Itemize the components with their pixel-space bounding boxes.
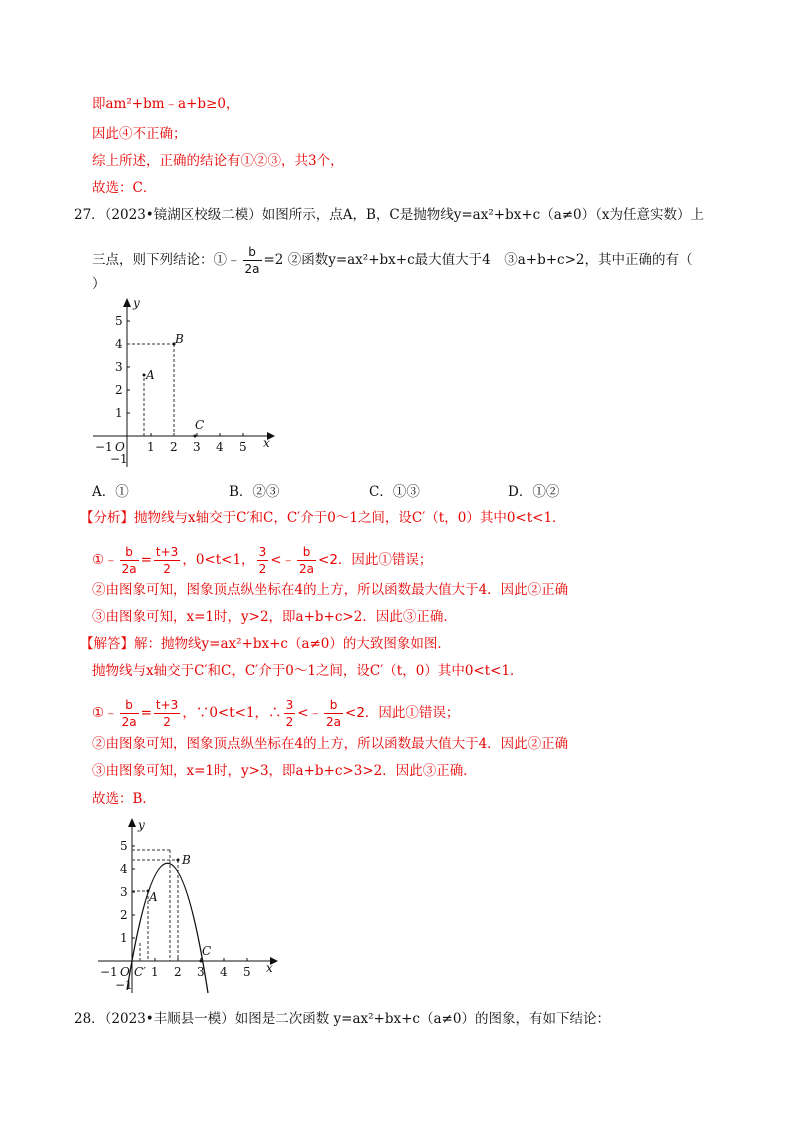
x-tick-label: 3 — [193, 440, 201, 454]
q27-stem-line-1: 27．（2023•镜湖区校级二模）如图所示，点A，B，C是抛物线y=ax²+bx+c（a≠0）（x为任意实数）上 — [74, 207, 705, 223]
x-tick-label: 1 — [147, 440, 155, 454]
point-label-a: A — [146, 368, 155, 382]
q27-graph-1 — [85, 295, 275, 470]
q27-options — [92, 483, 692, 501]
answer-line-5: ③由图象可知，x=1时，y>3，即a+b+c>3>2．因此③正确． — [92, 763, 477, 779]
fraction-b-over-2a — [297, 544, 316, 577]
point-c — [194, 435, 197, 438]
frac-den: 2a — [121, 562, 137, 576]
y-tick-label: −1 — [110, 452, 128, 466]
analysis-2-pre: ①﹣ — [92, 552, 118, 568]
answer-line-1: 【解答】解：抛物线y=ax²+bx+c（a≠0）的大致图象如图． — [80, 636, 451, 652]
y-tick-label: 4 — [120, 862, 128, 876]
fraction-b-over-2a — [120, 697, 139, 730]
answer-3-pre: ①﹣ — [92, 705, 118, 721]
frac-num: b — [125, 545, 133, 559]
x-tick-label: 3 — [197, 965, 205, 979]
prev-line-3: 综上所述，正确的结论有①②③，共3个， — [92, 153, 344, 169]
option-c: C．①③ — [369, 484, 420, 500]
option-b: B．②③ — [229, 484, 280, 500]
q27-graph-2 — [90, 815, 280, 995]
x-axis-label: x — [266, 961, 273, 975]
fraction-t3-over-2 — [154, 544, 180, 577]
fraction-b-over-2a — [243, 244, 262, 277]
fraction-3-over-2 — [284, 697, 296, 730]
frac-num: b — [329, 698, 338, 712]
analysis-2-mid: ，0<t<1， — [182, 552, 255, 568]
y-tick-label: 2 — [120, 908, 128, 922]
option-a: A．① — [92, 484, 129, 500]
fraction-b-over-2a — [120, 544, 139, 577]
point-label-c: C — [195, 418, 205, 432]
point-c — [200, 960, 203, 963]
point-label-b: B — [182, 853, 191, 867]
point-b — [177, 859, 180, 862]
frac-num: b — [125, 698, 133, 712]
frac-den: 2 — [154, 713, 180, 730]
y-axis-label: y — [133, 296, 140, 310]
answer-3-end: ．因此①错误； — [364, 705, 460, 721]
y-tick-label: 1 — [115, 406, 123, 420]
prev-line-4: 故选：C． — [92, 180, 157, 196]
frac-num: b — [302, 545, 311, 559]
analysis-line-3: ②由图象可知，图象顶点纵坐标在4的上方，所以函数最大值大于4．因此②正确 — [92, 582, 569, 598]
x-tick-label: 4 — [216, 440, 224, 454]
y-axis-label: y — [138, 818, 145, 832]
frac-num: t+3 — [155, 545, 179, 559]
x-tick-label: 2 — [174, 965, 182, 979]
frac-den: 2a — [299, 562, 315, 576]
point-label-c: C — [202, 944, 212, 958]
y-tick-label: 3 — [120, 885, 128, 899]
x-tick-label: 1 — [151, 965, 159, 979]
q27-stem2-mid: =2 ②函数y=ax²+bx+c最大值大于4 ③a+b+c>2，其中正确的有（ — [263, 252, 693, 268]
frac-den: 2a — [121, 715, 137, 729]
x-tick-label: 2 — [170, 440, 178, 454]
x-tick-label: −1 — [100, 965, 118, 979]
x-tick-label: O — [120, 965, 130, 979]
y-axis-arrow — [123, 298, 131, 307]
answer-line-4: ②由图象可知，图象顶点纵坐标在4的上方，所以函数最大值大于4．因此②正确 — [92, 736, 569, 752]
frac-num: 3 — [285, 698, 294, 712]
frac-den: 2 — [258, 562, 267, 576]
analysis-2-end: ．因此①错误； — [337, 552, 433, 568]
frac-num: b — [248, 245, 256, 259]
fraction-b-over-2a — [324, 697, 343, 730]
y-tick-label: 4 — [115, 337, 123, 351]
y-tick-label: 5 — [120, 839, 128, 853]
y-tick-label: 3 — [115, 360, 123, 374]
x-axis-label: x — [263, 436, 270, 450]
frac-den: 2 — [285, 715, 294, 729]
y-tick-label: 1 — [120, 931, 128, 945]
frac-num: t+3 — [155, 698, 179, 712]
frac-den: 2a — [326, 715, 342, 729]
x-tick-label: O — [115, 440, 125, 454]
answer-line-3: ①﹣ $\frac{b}{2a}$ = $\frac{t+3}{2}$ ，∵0<t<1，∴ $\frac{3}{2}$ <﹣ $\frac{b}{2a}$ <2．因此①错误； — [92, 698, 460, 729]
y-tick-label: 2 — [115, 383, 123, 397]
option-d: D．①② — [508, 484, 560, 500]
analysis-line-2: ①﹣ $\frac{b}{2a}$ = $\frac{t+3}{2}$ ，0<t<1， $\frac{3}{2}$ <﹣ $\frac{b}{2a}$ <2．因此①错误； — [92, 545, 433, 576]
analysis-line-4: ③由图象可知，x=1时，y>2，即a+b+c>2．因此③正确． — [92, 609, 457, 625]
q27-stem-line-3: ） — [92, 276, 106, 292]
q28-stem: 28．（2023•丰顺县一模）如图是二次函数 y=ax²+bx+c（a≠0）的图象，有如下结论： — [74, 1011, 610, 1027]
y-axis-arrow — [128, 818, 136, 827]
x-tick-label: 4 — [220, 965, 228, 979]
x-tick-label: 5 — [239, 440, 247, 454]
prev-line-2: 因此④不正确； — [92, 126, 187, 142]
frac-den: 2a — [244, 262, 260, 276]
answer-line-2: 抛物线与x轴交于C′和C，C′介于0～1之间，设C′（t，0）其中0<t<1． — [92, 663, 524, 679]
fraction-t3-over-2 — [154, 697, 180, 730]
point-label-b: B — [175, 332, 184, 346]
frac-den: 2 — [154, 560, 180, 577]
q27-stem2-pre: 三点，则下列结论：①﹣ — [92, 252, 241, 268]
answer-3-mid: ，∵0<t<1，∴ — [182, 705, 282, 721]
frac-num: 3 — [258, 545, 267, 559]
y-tick-label: 5 — [115, 314, 123, 328]
fraction-3-over-2 — [257, 544, 269, 577]
answer-line-6: 故选：B． — [92, 791, 156, 807]
x-tick-label: −1 — [95, 440, 113, 454]
x-tick-label: C′ — [134, 965, 146, 979]
prev-line-1: 即am²+bm﹣a+b≥0， — [92, 96, 240, 112]
y-tick-label: −1 — [115, 978, 133, 992]
analysis-line-1: 【分析】抛物线与x轴交于C′和C，C′介于0～1之间，设C′（t，0）其中0<t<1． — [80, 510, 566, 526]
x-tick-label: 5 — [243, 965, 251, 979]
q27-stem-line-2 — [92, 244, 693, 277]
point-label-a: A — [149, 890, 158, 904]
